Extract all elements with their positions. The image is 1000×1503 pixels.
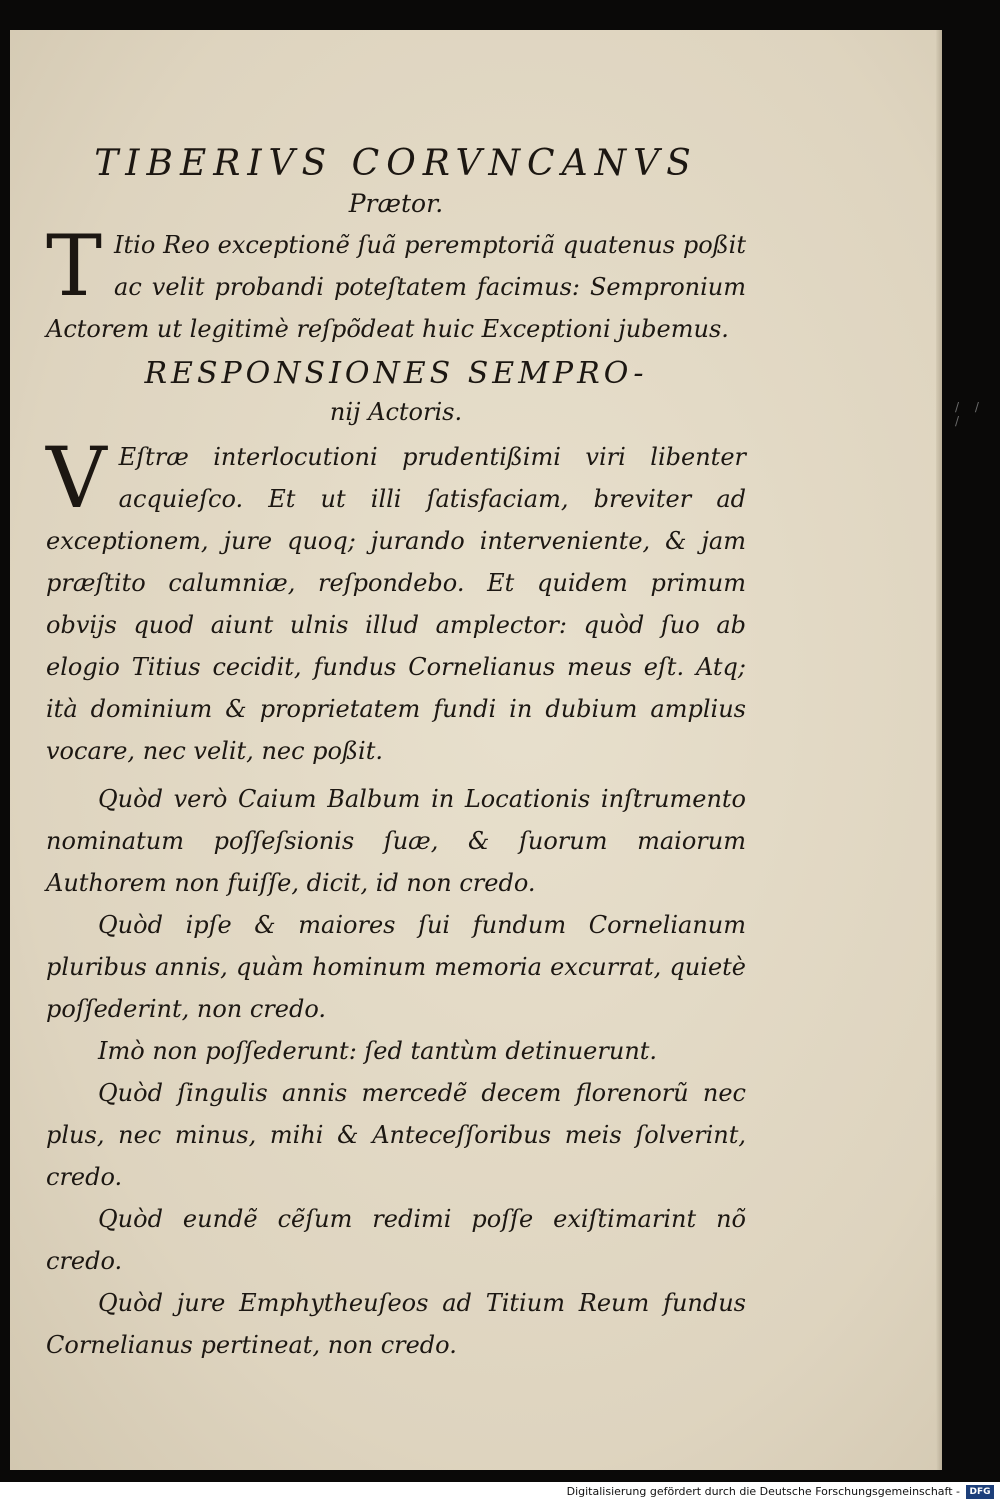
dfg-logo-icon: DFG: [966, 1485, 994, 1499]
paragraph-1: Quòd verò Caium Balbum in Locationis inſtrumento nominatum poſſeſsionis ſuæ, & ſuorum maiorum Authorem non fuiſſe, dicit, id non credo.: [46, 785, 746, 897]
page-title: TIBERIVS CORVNCANVS: [94, 143, 698, 184]
response-paragraph: [46, 429, 746, 772]
decree-dropcap: T: [46, 217, 103, 315]
page-edge: [936, 30, 942, 1470]
response-text: Eſtræ interlocutioni prudentißimi viri libenter acquieſco. Et ut illi ſatisfaciam, breviter ad exceptionem, jure quoq; jurando interveniente, & jam præſtito calumniæ, reſpondebo. Et quidem primum obvijs quod aiunt ulnis illud amplector: quòd ſuo ab elogio Titius cecidit, fundus Cornelianus meus eſt. Atq; ità dominium & proprietatem fundi in dubium amplius vocare, nec velit, nec poßit.: [46, 443, 746, 765]
text-block: [46, 142, 746, 1366]
paragraph-3: Imò non poſſederunt: ſed tantùm detinuerunt.: [98, 1037, 658, 1065]
paragraph-5: Quòd eundẽ cẽſum redimi poſſe exiſtimarint nõ credo.: [46, 1205, 746, 1275]
section-subheading: nij Actoris.: [329, 398, 463, 426]
decree-paragraph: [46, 217, 746, 350]
page-subtitle: Prætor.: [348, 189, 444, 218]
footer-credit: Digitalisierung gefördert durch die Deutsche Forschungsgemeinschaft -: [566, 1485, 960, 1498]
section-heading: RESPONSIONES SEMPRO-: [144, 356, 648, 391]
paragraph-4: Quòd ſingulis annis mercedẽ decem florenorũ nec plus, nec minus, mihi & Anteceſſoribus meis ſolverint, credo.: [46, 1079, 746, 1191]
book-page: [10, 30, 942, 1470]
edge-marks: / / /: [955, 400, 985, 428]
response-dropcap: V: [46, 429, 107, 527]
footer-bar: [0, 1482, 1000, 1503]
paragraph-6: Quòd jure Emphytheuſeos ad Titium Reum fundus Cornelianus pertineat, non credo.: [46, 1289, 746, 1359]
paragraph-2: Quòd ipſe & maiores ſui fundum Cornelianum pluribus annis, quàm hominum memoria excurrat, quietè poſſederint, non credo.: [46, 911, 746, 1023]
decree-text: Itio Reo exceptionẽ ſuã peremptoriã quatenus poßit ac velit probandi poteſtatem facimus: Sempronium Actorem ut legitimè reſpõdeat huic Exceptioni jubemus.: [46, 231, 746, 343]
